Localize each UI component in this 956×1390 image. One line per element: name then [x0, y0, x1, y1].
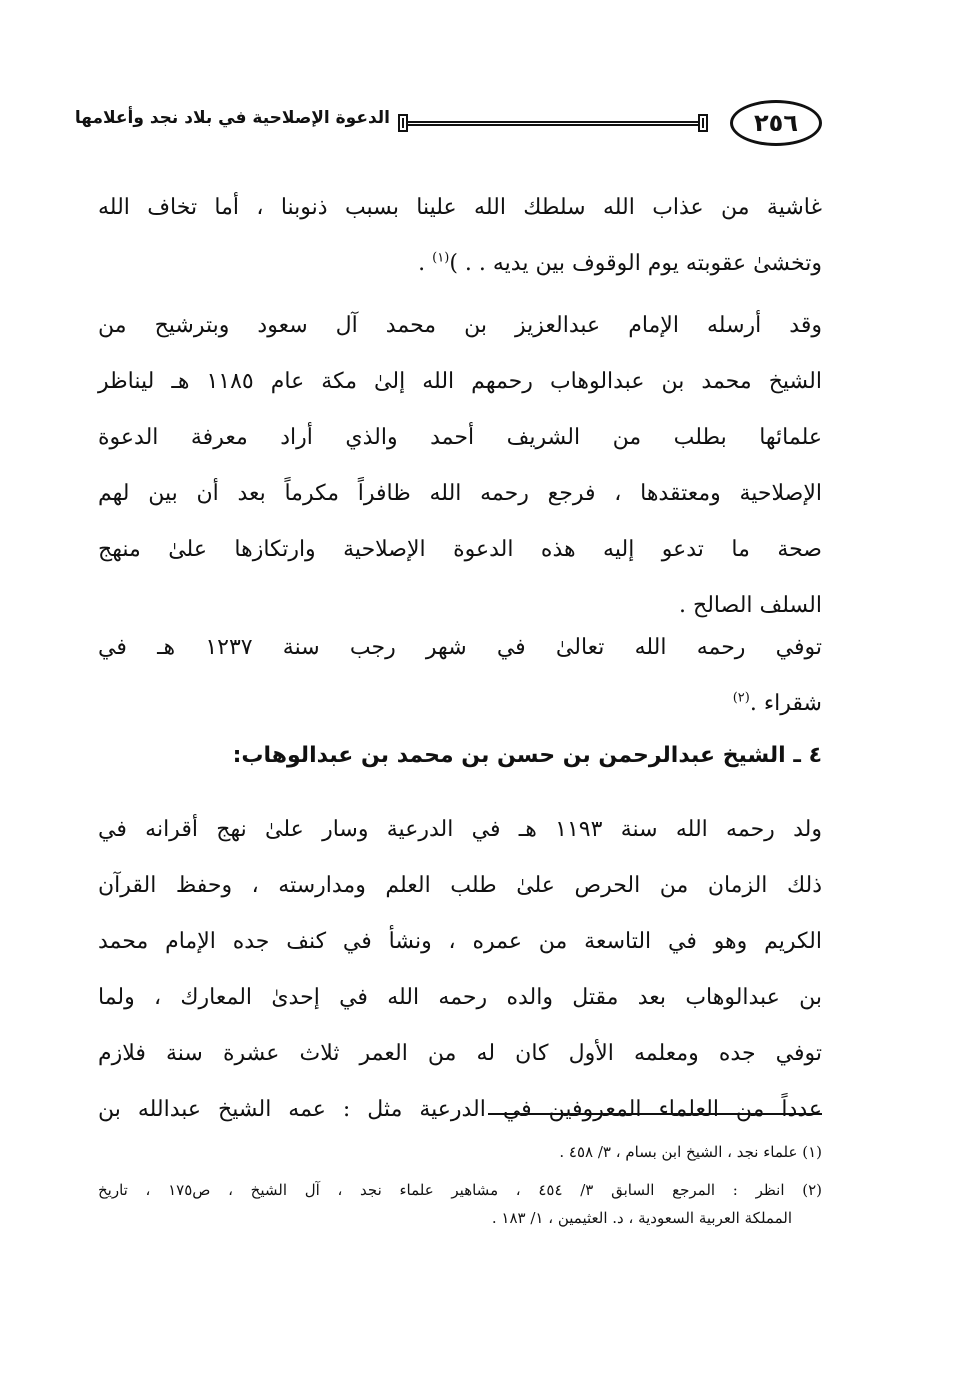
text-line: بن عبدالوهاب بعد مقتل والده رحمه الله في إحدىٰ المعارك ، ولما — [98, 985, 822, 1010]
page-number: ٢٥٦ — [754, 109, 798, 137]
text-line: ذلك الزمان من الحرص علىٰ طلب العلم ومدارسته ، وحفظ القرآن — [98, 873, 822, 898]
text-line: وقد أرسله الإمام عبدالعزيز بن محمد آل سعود وبترشيح من — [98, 313, 822, 338]
footnote-ref-2: (٢) — [732, 690, 750, 706]
footnotes — [98, 1138, 822, 1232]
heading-text: ٤ ـ الشيخ عبدالرحمن بن حسن بن محمد بن عبدالوهاب: — [232, 743, 822, 768]
header-ornament-right — [698, 114, 708, 132]
text-line — [98, 676, 822, 732]
paragraph-4 — [98, 802, 822, 1138]
text-line: ولد رحمه الله سنة ١١٩٣ هـ في الدرعية وسار علىٰ نهج أقرانه في — [98, 817, 822, 842]
text-line: توفي جده ومعلمه الأول كان له من العمر ثلاث عشرة سنة فلازم — [98, 1041, 822, 1066]
footnote-2-line: (٢) انظر : المرجع السابق ٣/ ٤٥٤ ، مشاهير علماء نجد ، آل الشيخ ، ص١٧٥ ، تاريخ — [98, 1181, 822, 1199]
text-span: وتخشىٰ عقوبته يوم الوقوف بين يديه . . ) — [449, 251, 822, 276]
text-line: عدداً من العلماء المعروفين في الدرعية مثل : عمه الشيخ عبدالله بن — [98, 1097, 822, 1122]
text-line: الإصلاحية ومعتقدها ، فرجع رحمه الله ظافراً مكرماً بعد أن بين لهم — [98, 481, 822, 506]
text-span: . — [418, 251, 433, 276]
paragraph-3 — [98, 620, 822, 732]
running-title: الدعوة الإصلاحية في بلاد نجد وأعلامها — [74, 108, 390, 128]
header-ornament-left — [398, 114, 408, 132]
header-rule — [408, 121, 698, 126]
footnote-2-line: المملكة العربية السعودية ، د. العثيمين ، ١/ ١٨٣ . — [491, 1209, 792, 1227]
footnote-1: (١) علماء نجد ، الشيخ ابن بسام ، ٣/ ٤٥٨ . — [559, 1143, 822, 1161]
page-number-badge — [730, 100, 822, 146]
text-line — [98, 236, 822, 292]
text-line: غاشية من عذاب الله سلطك الله علينا بسبب ذنوبنا ، أما تخاف الله — [98, 195, 822, 220]
text-line: علمائها بطلب من الشريف أحمد والذي أراد معرفة الدعوة — [98, 425, 822, 450]
text-line: صحة ما تدعو إليه هذه الدعوة الإصلاحية وارتكازها علىٰ منهج — [98, 537, 822, 562]
text-line: توفي رحمه الله تعالىٰ في شهر رجب سنة ١٢٣٧ هـ في — [98, 635, 822, 660]
footnote-ref-1: (١) — [432, 250, 450, 266]
paragraph-1 — [98, 180, 822, 292]
page-header — [74, 100, 822, 160]
paragraph-2 — [98, 298, 822, 634]
footnote-divider — [488, 1113, 822, 1115]
text-span: شقراء . — [749, 691, 822, 716]
text-line: الشيخ محمد بن عبدالوهاب رحمهم الله إلىٰ مكة عام ١١٨٥ هـ ليناظر — [98, 369, 822, 394]
text-line: الكريم وهو في التاسعة من عمره ، ونشأ في كنف جده الإمام محمد — [98, 929, 822, 954]
section-heading — [98, 728, 822, 784]
text-line: السلف الصالح . — [679, 593, 822, 618]
